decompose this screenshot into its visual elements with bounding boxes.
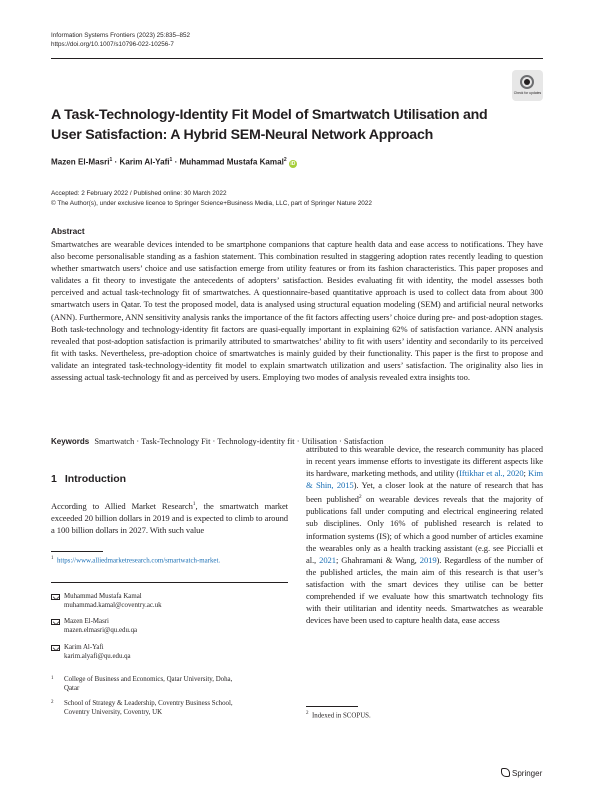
mail-icon	[51, 594, 60, 600]
footnote-text: Indexed in SCOPUS.	[311, 712, 371, 720]
footnote-link[interactable]: https://www.alliedmarketresearch.com/smartwatch-market.	[56, 557, 221, 565]
author-affiliation-mark: 1	[109, 157, 113, 163]
author-affiliation-mark: 1	[169, 157, 173, 163]
author-separator: ·	[174, 157, 178, 167]
institution-number: 2	[51, 700, 54, 705]
section-title: Introduction	[64, 473, 127, 485]
keywords-list: Smartwatch · Task-Technology Fit · Technology-identity fit · Utilisation · Satisfaction	[94, 437, 384, 446]
article-title: A Task-Technology-Identity Fit Model of Smartwatch Utilisation and User Satisfaction: A Hybrid SEM-Neural Network Approach	[51, 107, 488, 144]
citation-link[interactable]: Kim & Shin, 2015	[306, 468, 543, 491]
correspondent-email[interactable]: mazen.elmasri@qu.edu.qa	[64, 626, 138, 634]
author-name[interactable]: Muhammad Mustafa Kamal	[179, 157, 284, 167]
author-name[interactable]: Karim Al-Yafi	[119, 157, 170, 167]
correspondent-name: Mazen El-Masri	[64, 618, 109, 625]
footnote-1	[51, 556, 220, 564]
publication-dates	[51, 189, 372, 209]
correspondent-name: Karim Al-Yafi	[64, 644, 104, 651]
publisher-logo	[501, 768, 542, 778]
author-affiliation-mark: 2	[283, 157, 287, 163]
footnote-rule	[51, 551, 103, 552]
abstract-heading: Abstract	[51, 226, 85, 236]
doi-link[interactable]: https://doi.org/10.1007/s10796-022-10256-7	[51, 41, 174, 49]
footnote-2	[306, 711, 371, 719]
intro-paragraph-right: attributed to this wearable device, the research community has placed in recent years immense efforts to investigate its different aspects like its hardware, marketing methods, and utility (Iftikhar et al., 2020; Kim & Shin, 2015). Yet, a closer look at the nature of research that has been published$^2$ on wearable devices reveals that the majority of publications fall under computing and electrical engineering related sub disciplines. Only 16% of published research is related to information systems (IS); of which a good number of articles examine the wearables only as a health tracking assistant (e.g. see Piccialli et al., 2021; Ghahramani & Wang, 2019). Regardless of the number of the published articles, the main aim of this research is that user’s satisfaction with the smart devices they utilise can be better comprehended if we evaluate how this smartwatch technology fits with their utilitarian and identity needs. Smartwatches as wearable devices have been used to capture health data, ease access	[306, 444, 544, 626]
mail-icon	[51, 645, 60, 651]
footnote-ref[interactable]: 2	[358, 494, 362, 501]
citation-link[interactable]: 2019	[419, 554, 437, 565]
citation-link[interactable]: Iftikhar et al., 2020	[459, 468, 524, 479]
abstract-text: Smartwatches are wearable devices intended to be smartphone companions that capture health data and ease access to notifications. They have also become personalisable standing as a fashion statement. This combination resulted in staggering adoption rates recently leading to question whether smartwatch users’ choice and use satisfaction emerge from utility features or from its fashion characteristics. This paper proposes and validates a fit theory to investigate the antecedents of adopters’ satisfaction. Besides evaluating fit with identity, the model assesses both perceived and actual task-technology fit of smartwatches. A questionnaire-based quantitative approach is used to collect data from about 300 smartwatch users in Qatar. To test the proposed model, data is analysed using structural equation modeling (SEM) and artificial neural networks (ANN). Furthermore, ANN sensitivity analysis ranks the importance of the fit factors affecting users’ choice during pre- and post-adoption stages. Both task-technology and technology-identity fit factors are quasi-equally important in explaining 62% of satisfaction variance. ANN analysis revealed that post-adoption satisfaction is primarily attributed to smartwatches’ ability to fit with users’ identity and secondarily to its perceived fit with tasks. Nevertheless, pre-adoption choice of smartwatches is mainly guided by their functionality. This paper is the first to propose and validate an integrated task-technology-identity fit model to explain smartwatch utilization and users’ satisfaction. The originality also lies in assessing actual task-technology fit and as perceived by users. Employing two modes of analysis revealed extra insights too.	[51, 239, 543, 383]
section-heading-introduction	[51, 473, 126, 485]
correspondent-email[interactable]: karim.alyafi@qu.edu.qa	[64, 652, 131, 660]
publisher-name: Springer	[512, 769, 543, 778]
correspondent-email[interactable]: muhammad.kamal@coventry.ac.uk	[64, 601, 162, 609]
journal-volume-line: Information Systems Frontiers (2023) 25:835–852	[51, 32, 190, 39]
springer-horse-icon	[501, 768, 510, 777]
header-rule	[51, 58, 543, 59]
accepted-date: Accepted: 2 February 2022 / Published online: 30 March 2022	[51, 190, 227, 197]
institution-number: 1	[51, 676, 54, 681]
mail-icon	[51, 619, 60, 625]
footnote-ref[interactable]: 1	[192, 501, 196, 507]
orcid-icon[interactable]: iD	[290, 160, 296, 167]
correspondence-entry	[51, 618, 138, 634]
correspondence-divider	[51, 582, 288, 583]
check-updates-label: Check for updates	[513, 91, 542, 95]
correspondence-entry	[51, 644, 131, 660]
keywords-label: Keywords	[51, 437, 90, 446]
footnote-number: 1	[51, 556, 54, 561]
correspondent-name: Muhammad Mustafa Kamal	[64, 593, 142, 600]
footnote-number: 2	[306, 711, 309, 716]
intro-paragraph-left: According to Allied Market Research$^1$, the smartwatch market exceeded 20 billion dollars in 2019 and is expected to climb to around a 100 billion dollars in 2027. With such value	[51, 500, 288, 536]
copyright-line: © The Author(s), under exclusive licence to Springer Science+Business Media, LLC, part of Springer Nature 2022	[51, 200, 372, 208]
author-list	[51, 157, 297, 168]
citation-link[interactable]: 2021	[319, 554, 336, 565]
check-for-updates-badge[interactable]	[512, 70, 543, 101]
correspondence-entry	[51, 593, 162, 609]
section-number: 1	[51, 473, 57, 485]
author-separator: ·	[114, 157, 118, 167]
footnote-rule	[306, 706, 358, 707]
author-name[interactable]: Mazen El-Masri	[51, 157, 110, 167]
journal-citation	[51, 31, 190, 50]
